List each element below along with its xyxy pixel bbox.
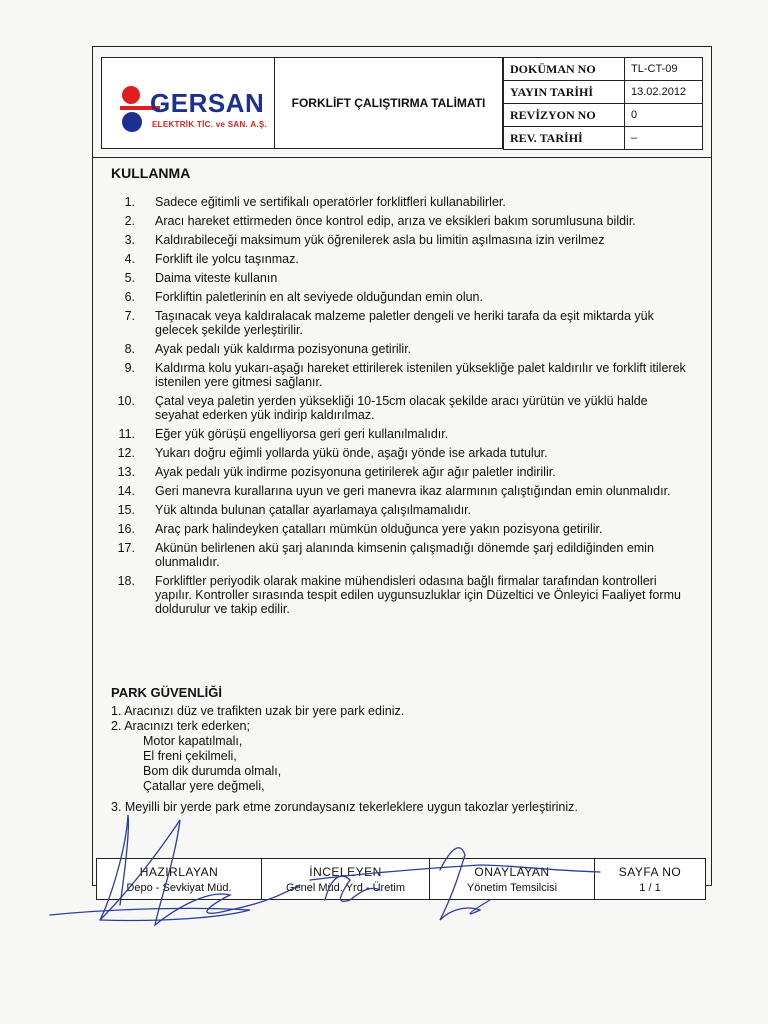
- usage-item-text: Yük altında bulunan çatallar ayarlamaya çalışılmamalıdır.: [155, 503, 472, 517]
- usage-item-text: Sadece eğitimli ve sertifikalı operatörler forklitfleri kullanabilirler.: [155, 195, 506, 209]
- usage-item-text: Yukarı doğru eğimli yollarda yükü önde, aşağı yönde ise arkada tutulur.: [155, 446, 548, 460]
- usage-item-number: 6.: [124, 290, 135, 304]
- usage-list-item: [113, 252, 693, 266]
- meta-value: 0: [625, 104, 703, 127]
- meta-row: [504, 104, 703, 127]
- usage-item-number: 12.: [117, 446, 135, 460]
- usage-item-number: 5.: [124, 271, 135, 285]
- usage-item-number: 9.: [124, 361, 135, 375]
- usage-item-number: 15.: [117, 503, 135, 517]
- meta-value: 13.02.2012: [625, 81, 703, 104]
- usage-item-text: Kaldırma kolu yukarı-aşağı hareket ettirilerek istenilen yüksekliğe palet kaldırılır ve forklift itilerek istenilen yere gitmesi sağlanır.: [155, 361, 686, 389]
- usage-list-item: [113, 541, 693, 569]
- usage-list-item: [113, 290, 693, 304]
- document-header: [93, 47, 711, 158]
- usage-item-text: Ayak pedalı yük kaldırma pozisyonuna getirilir.: [155, 342, 412, 356]
- meta-row: [504, 127, 703, 150]
- parking-item: 3. Meyilli bir yerde park etme zorundaysanız tekerleklere uygun takozlar yerleştiriniz.: [111, 800, 578, 814]
- usage-list-item: [113, 214, 693, 228]
- usage-list-item: [113, 233, 693, 247]
- usage-item-text: Eğer yük görüşü engelliyorsa geri geri kullanılmalıdır.: [155, 427, 449, 441]
- usage-item-number: 2.: [124, 214, 135, 228]
- usage-item-number: 17.: [117, 541, 135, 555]
- usage-item-number: 4.: [124, 252, 135, 266]
- meta-value: –: [625, 127, 703, 150]
- meta-key: REVİZYON NO: [504, 104, 625, 127]
- usage-list-item: [113, 342, 693, 356]
- meta-row: [504, 58, 703, 81]
- usage-list-item: [113, 361, 693, 389]
- footer-subtitle: 1 / 1: [639, 882, 661, 894]
- usage-list-item: [113, 522, 693, 536]
- usage-item-text: Kaldırabileceği maksimum yük öğrenilerek asla bu limitin aşılmasına izin verilmez: [155, 233, 605, 247]
- usage-item-text: Ayak pedalı yük indirme pozisyonuna getirilerek ağır ağır paletler indirilir.: [155, 465, 556, 479]
- usage-list-item: [113, 271, 693, 285]
- meta-key: REV. TARİHİ: [504, 127, 625, 150]
- usage-section-title: KULLANMA: [111, 165, 191, 181]
- parking-section: [111, 685, 691, 815]
- usage-list-item: [113, 427, 693, 441]
- parking-subitem: Motor kapatılmalı,: [143, 734, 243, 748]
- document-page: [92, 46, 712, 886]
- footer-subtitle: Genel Müd. Yrd.- Üretim: [285, 882, 405, 894]
- footer-title: ONAYLAYAN: [474, 865, 550, 879]
- usage-item-number: 8.: [124, 342, 135, 356]
- footer-title: HAZIRLAYAN: [139, 865, 219, 879]
- parking-item: 1. Aracınızı düz ve trafikten uzak bir yere park ediniz.: [111, 704, 405, 718]
- usage-list-item: [113, 465, 693, 479]
- company-logo: [101, 57, 275, 149]
- usage-list-item: [113, 503, 693, 517]
- footer-subtitle: Yönetim Temsilcisi: [466, 882, 558, 894]
- footer-title: SAYFA NO: [618, 865, 682, 879]
- company-name: GERSAN: [150, 88, 265, 118]
- usage-item-text: Aracı hareket ettirmeden önce kontrol edip, arıza ve eksikleri bakım sorumlusuna bildir.: [155, 214, 636, 228]
- usage-item-text: Çatal veya paletin yerden yüksekliği 10-15cm olacak şekilde aracı yürütün ve yüklü halde seyahat ederken yük indirip kaldırılmaz.: [155, 394, 648, 422]
- parking-item: 2. Aracınızı terk ederken;: [111, 719, 250, 733]
- meta-row: [504, 81, 703, 104]
- usage-item-number: 7.: [124, 309, 135, 323]
- usage-item-number: 16.: [117, 522, 135, 536]
- footer-subtitle: Depo - Sevkiyat Müd.: [126, 882, 232, 894]
- document-title: FORKLİFT ÇALIŞTIRMA TALİMATI: [275, 57, 503, 149]
- logo-mark-icon: [120, 86, 144, 136]
- usage-list-item: [113, 484, 693, 498]
- meta-value: TL-CT-09: [625, 58, 703, 81]
- meta-key: YAYIN TARİHİ: [504, 81, 625, 104]
- usage-item-number: 3.: [124, 233, 135, 247]
- usage-item-text: Forkliftin paletlerinin en alt seviyede olduğundan emin olun.: [155, 290, 483, 304]
- usage-item-text: Akünün belirlenen akü şarj alanında kimsenin çalışmadığı dönemde şarj edildiğinden emin olunmalıdır.: [155, 541, 654, 569]
- usage-list-item: [113, 446, 693, 460]
- footer-title: İNCELEYEN: [309, 865, 382, 879]
- signatures-icon: [40, 810, 760, 960]
- usage-item-number: 11.: [118, 427, 135, 441]
- meta-key: DOKÜMAN NO: [504, 58, 625, 81]
- usage-item-text: Forkliftler periyodik olarak makine mühendisleri odasına bağlı firmalar tarafından kontrolleri yapılır. Kontroller sırasında tespit edilen uygunsuzluklar için Düzeltici ve Önleyici Faaliyet formu doldurulur ve takip edilir.: [155, 574, 681, 616]
- company-subtitle: ELEKTRİK TİC. ve SAN. A.Ş.: [152, 120, 268, 129]
- usage-item-number: 1.: [124, 195, 135, 209]
- parking-subitem: El freni çekilmeli,: [143, 749, 237, 763]
- usage-list-item: [113, 394, 693, 422]
- usage-list-item: [113, 574, 693, 616]
- usage-item-number: 18.: [117, 574, 135, 588]
- parking-section-title: PARK GÜVENLİĞİ: [111, 685, 222, 700]
- usage-item-text: Forklift ile yolcu taşınmaz.: [155, 252, 299, 266]
- usage-item-number: 13.: [117, 465, 135, 479]
- usage-item-text: Araç park halindeyken çatalları mümkün olduğunca yere yakın pozisyona getirilir.: [155, 522, 603, 536]
- usage-item-number: 14.: [117, 484, 135, 498]
- usage-list-item: [113, 309, 693, 337]
- usage-item-number: 10.: [117, 394, 135, 408]
- usage-item-text: Daima viteste kullanın: [155, 271, 278, 285]
- usage-item-text: Taşınacak veya kaldıralacak malzeme paletler dengeli ve heriki tarafa da eşit miktarda yük gelecek şekilde yerleştirilir.: [155, 309, 654, 337]
- usage-list: [113, 195, 693, 621]
- usage-item-text: Geri manevra kurallarına uyun ve geri manevra ikaz alarmının çalıştığından emin olunmalıdır.: [155, 484, 671, 498]
- usage-list-item: [113, 195, 693, 209]
- parking-subitem: Bom dik durumda olmalı,: [143, 764, 282, 778]
- document-meta-table: [503, 57, 703, 150]
- parking-subitem: Çatallar yere değmeli,: [143, 779, 265, 793]
